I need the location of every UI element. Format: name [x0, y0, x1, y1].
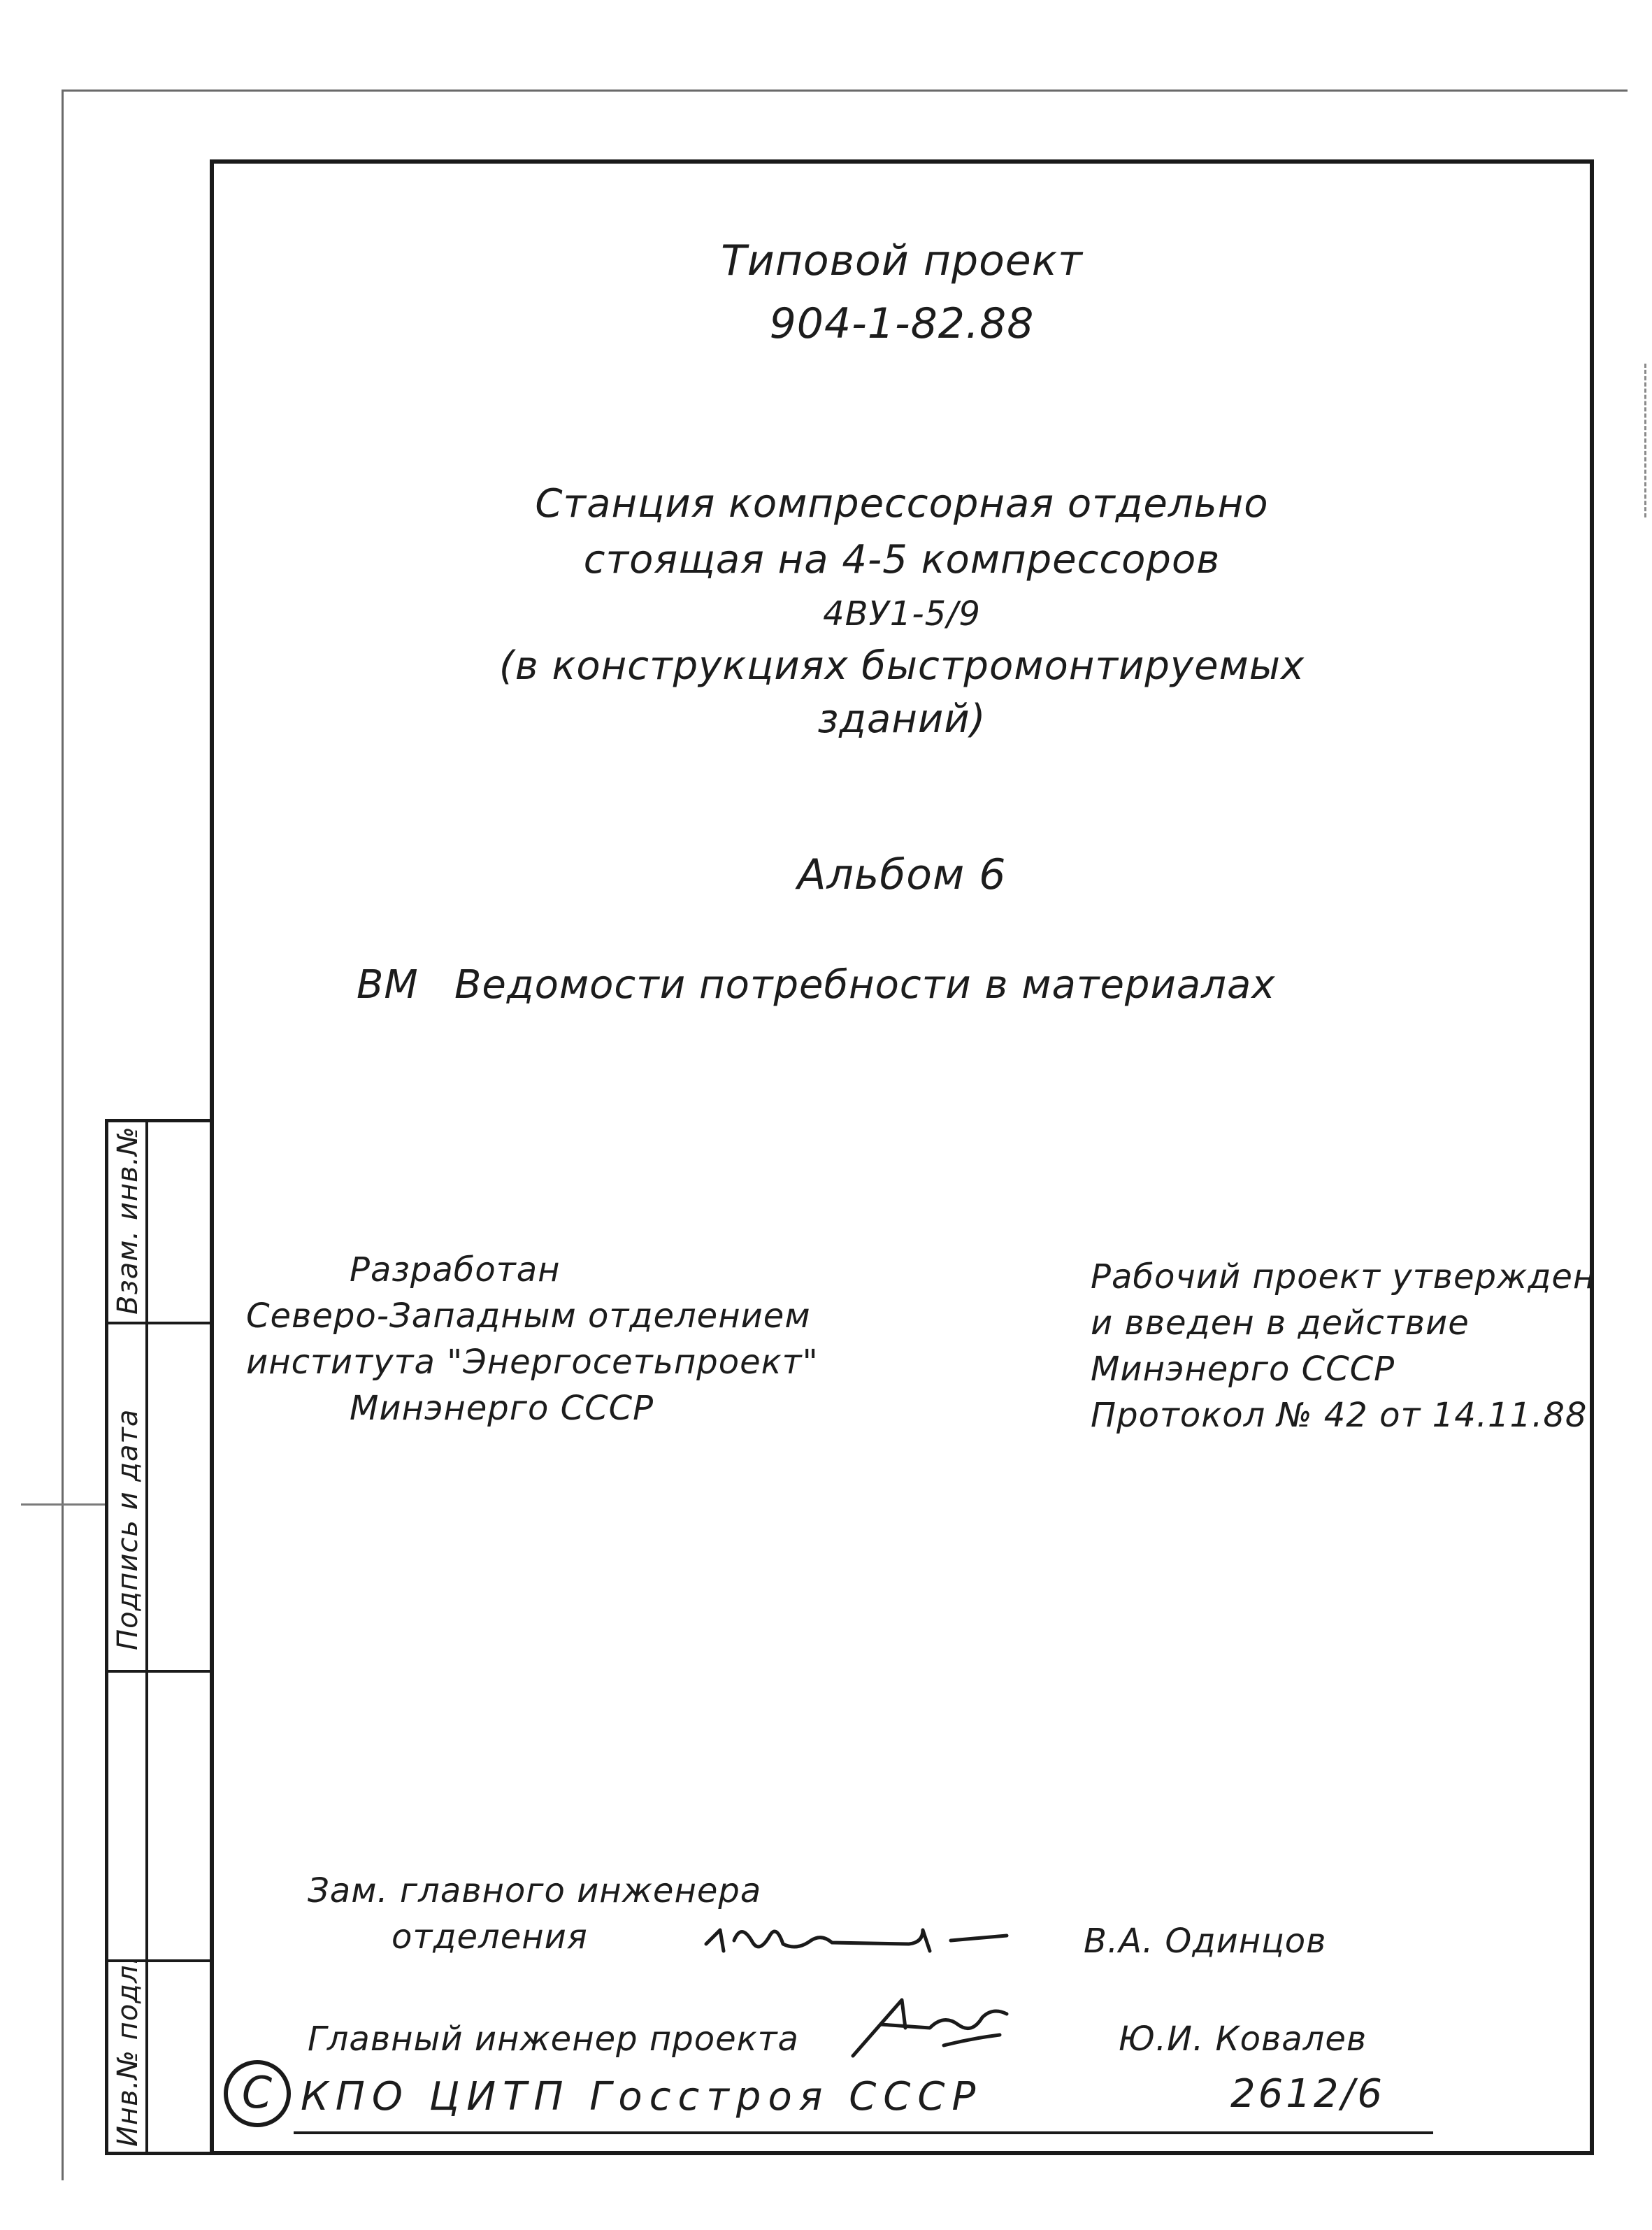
side-stamp-divider: [105, 1322, 210, 1324]
publisher-stamp: КПО ЦИТП Госстроя СССР: [301, 2074, 983, 2120]
project-type: Типовой проект: [721, 236, 1083, 285]
approval-line-4: Протокол № 42 от 14.11.88: [1091, 1396, 1588, 1435]
deputy-signature: [699, 1902, 1049, 1979]
approval-line-2: и введен в действие: [1091, 1303, 1470, 1343]
drawing-frame: [210, 159, 1594, 2155]
chief-signature: [839, 1986, 1021, 2070]
contents-code: ВМ: [357, 962, 419, 1008]
side-stamp-divider-vertical: [145, 1119, 148, 2155]
footer-underline: [294, 2131, 1433, 2134]
approval-line-1: Рабочий проект утвержден: [1091, 1257, 1596, 1296]
contents-description: Ведомости потребности в материалах: [454, 962, 1276, 1008]
chief-name: Ю.И. Ковалев: [1119, 2020, 1367, 2059]
scan-artifact: [1644, 364, 1649, 517]
scan-artifact-line: [21, 1503, 106, 1506]
side-label-sign-date: Подпись и дата: [112, 1408, 144, 1650]
developer-line-2: Северо-Западным отделением: [246, 1296, 811, 1336]
sheet-code: 2612/6: [1230, 2071, 1386, 2117]
album-label: Альбом 6: [797, 850, 1007, 899]
deputy-title-2: отделения: [392, 1917, 588, 1957]
approval-line-3: Минэнерго СССР: [1091, 1350, 1395, 1389]
title-line-2: стоящая на 4-5 компрессоров: [583, 537, 1221, 582]
copyright-icon: C: [224, 2060, 291, 2127]
deputy-name: В.А. Одинцов: [1084, 1922, 1327, 1961]
developer-line-3: института "Энергосетьпроект": [246, 1343, 819, 1382]
title-line-4: (в конструкциях быстромонтируемых: [498, 643, 1305, 689]
title-line-5: зданий): [817, 696, 986, 742]
title-line-1: Станция компрессорная отдельно: [535, 481, 1269, 527]
project-number: 904-1-82.88: [769, 299, 1035, 348]
side-label-inv-orig: Инв.№ подл.: [112, 1954, 144, 2147]
side-label-inv-repl: Взам. инв.№: [112, 1126, 144, 1315]
developer-line-1: Разработан: [350, 1250, 561, 1289]
deputy-title-1: Зам. главного инженера: [308, 1871, 762, 1910]
developer-line-4: Минэнерго СССР: [350, 1389, 654, 1428]
chief-title: Главный инженер проекта: [308, 2020, 799, 2059]
side-stamp-divider: [105, 1670, 210, 1673]
title-line-3: 4ВУ1-5/9: [823, 594, 981, 634]
